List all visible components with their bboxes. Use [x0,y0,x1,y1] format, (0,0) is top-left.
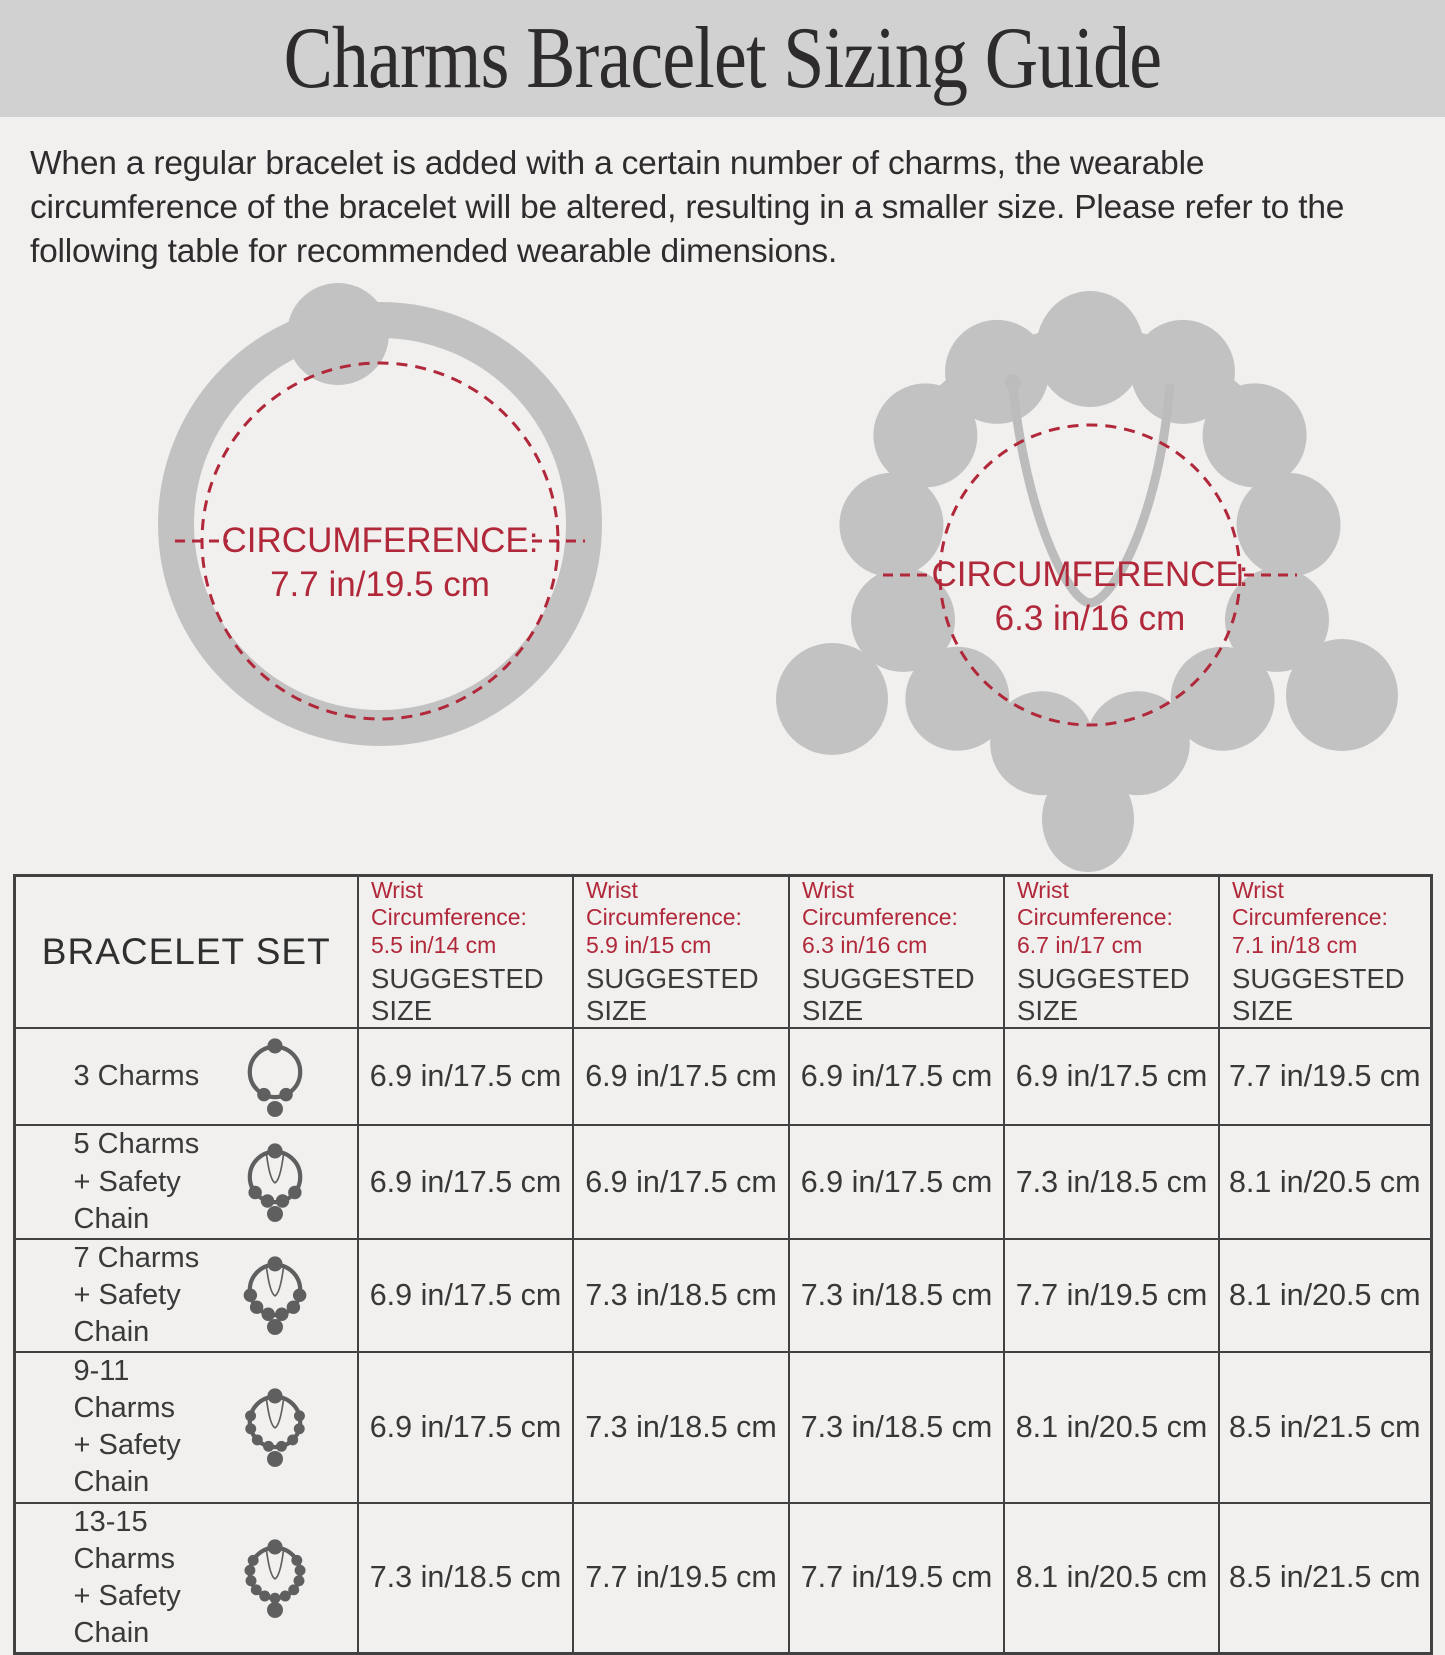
suggested-size-cell: 8.5 in/21.5 cm [1219,1503,1431,1654]
intro-paragraph: When a regular bracelet is added with a certain number of charms, the wearable circumference of the bracelet will be altered, resulting in a smaller size. Please refer to the following table for recommended wearable dimensions. [30,145,1345,271]
suggested-size-cell: 6.9 in/17.5 cm [573,1028,789,1125]
table-row [14,1352,1431,1502]
table-header-wrist-1 [573,875,789,1028]
suggested-size-label: SUGGESTED SIZE [586,963,759,1027]
charm-bracelet-icon [233,1532,317,1624]
sizing-table [13,874,1433,1655]
charm-bracelet-icon [233,1381,317,1473]
charm-circumference-value: 6.3 in/16 cm [994,598,1186,638]
suggested-size-cell: 8.1 in/20.5 cm [1004,1503,1219,1654]
suggested-size-label: SUGGESTED SIZE [802,963,975,1027]
table-header-bracelet-set: BRACELET SET [14,875,358,1028]
bracelet-set-label: 9-11 Charms + Safety Chain [73,1355,181,1499]
table-header-wrist-4 [1219,875,1431,1028]
clasp-icon [287,283,389,385]
charm-bracelet-icon [233,1249,317,1341]
suggested-size-cell: 7.7 in/19.5 cm [1219,1028,1431,1125]
table-row [14,1503,1431,1654]
suggested-size-cell: 6.9 in/17.5 cm [358,1125,573,1238]
suggested-size-label: SUGGESTED SIZE [1232,963,1405,1027]
bracelet-set-cell [14,1352,358,1502]
suggested-size-cell: 7.3 in/18.5 cm [789,1239,1004,1352]
suggested-size-cell: 6.9 in/17.5 cm [1004,1028,1219,1125]
suggested-size-cell: 7.3 in/18.5 cm [573,1239,789,1352]
wrist-circumference-label: Wrist Circumference: 5.5 in/14 cm [371,876,527,958]
plain-bracelet-graphic [70,279,695,874]
suggested-size-cell: 7.7 in/19.5 cm [1004,1239,1219,1352]
suggested-size-cell: 6.9 in/17.5 cm [358,1239,573,1352]
bracelet-set-label: 5 Charms + Safety Chain [73,1128,200,1235]
suggested-size-cell: 6.9 in/17.5 cm [789,1028,1004,1125]
suggested-size-cell: 6.9 in/17.5 cm [358,1028,573,1125]
charm-bracelet-icon [233,1136,317,1228]
title-band [0,0,1445,117]
dangle-charm-icon [1042,766,1134,872]
suggested-size-cell: 8.1 in/20.5 cm [1004,1352,1219,1502]
plain-circumference-value: 7.7 in/19.5 cm [270,564,490,604]
suggested-size-cell: 8.1 in/20.5 cm [1219,1239,1431,1352]
suggested-size-cell: 7.3 in/18.5 cm [1004,1125,1219,1238]
bracelet-set-label: 13-15 Charms + Safety Chain [73,1505,181,1649]
page-title: Charms Bracelet Sizing Guide [283,10,1162,107]
suggested-size-cell: 8.5 in/21.5 cm [1219,1352,1431,1502]
table-row [14,1028,1431,1125]
sizing-table-head [14,875,1431,1028]
suggested-size-cell: 6.9 in/17.5 cm [789,1125,1004,1238]
suggested-size-label: SUGGESTED SIZE [1017,963,1190,1027]
charm-circumference-label: CIRCUMFERENCE: [931,554,1249,594]
dangle-charm-icon [776,643,888,755]
charm-bracelet-icon [233,1031,317,1123]
bracelet-set-label: 7 Charms + Safety Chain [73,1241,200,1348]
wrist-circumference-label: Wrist Circumference: 6.7 in/17 cm [1017,876,1173,958]
suggested-size-cell: 6.9 in/17.5 cm [358,1352,573,1502]
bracelet-set-label: 3 Charms [73,1060,200,1093]
plain-bracelet-illustration [70,279,695,874]
suggested-size-cell: 7.3 in/18.5 cm [789,1352,1004,1502]
bracelet-set-cell [14,1503,358,1654]
bracelet-set-cell [14,1239,358,1352]
bracelet-set-cell [14,1125,358,1238]
table-row [14,1239,1431,1352]
suggested-size-cell: 7.7 in/19.5 cm [789,1503,1004,1654]
plain-circumference-label: CIRCUMFERENCE: [221,520,539,560]
charm-bracelet-graphic [740,279,1440,874]
charm-bracelet-illustration [740,279,1440,874]
suggested-size-cell: 6.9 in/17.5 cm [573,1125,789,1238]
table-row [14,1125,1431,1238]
wrist-circumference-label: Wrist Circumference: 5.9 in/15 cm [586,876,742,958]
bracelet-illustrations [0,279,1445,874]
suggested-size-cell: 7.7 in/19.5 cm [573,1503,789,1654]
table-header-wrist-0 [358,875,573,1028]
suggested-size-cell: 7.3 in/18.5 cm [358,1503,573,1654]
wrist-circumference-label: Wrist Circumference: 6.3 in/16 cm [802,876,958,958]
sizing-table-body [14,1028,1431,1653]
table-header-wrist-3 [1004,875,1219,1028]
wrist-circumference-label: Wrist Circumference: 7.1 in/18 cm [1232,876,1388,958]
bracelet-set-cell [14,1028,358,1125]
table-header-wrist-2 [789,875,1004,1028]
suggested-size-label: SUGGESTED SIZE [371,963,544,1027]
suggested-size-cell: 8.1 in/20.5 cm [1219,1125,1431,1238]
suggested-size-cell: 7.3 in/18.5 cm [573,1352,789,1502]
dangle-charm-icon [1286,639,1398,751]
